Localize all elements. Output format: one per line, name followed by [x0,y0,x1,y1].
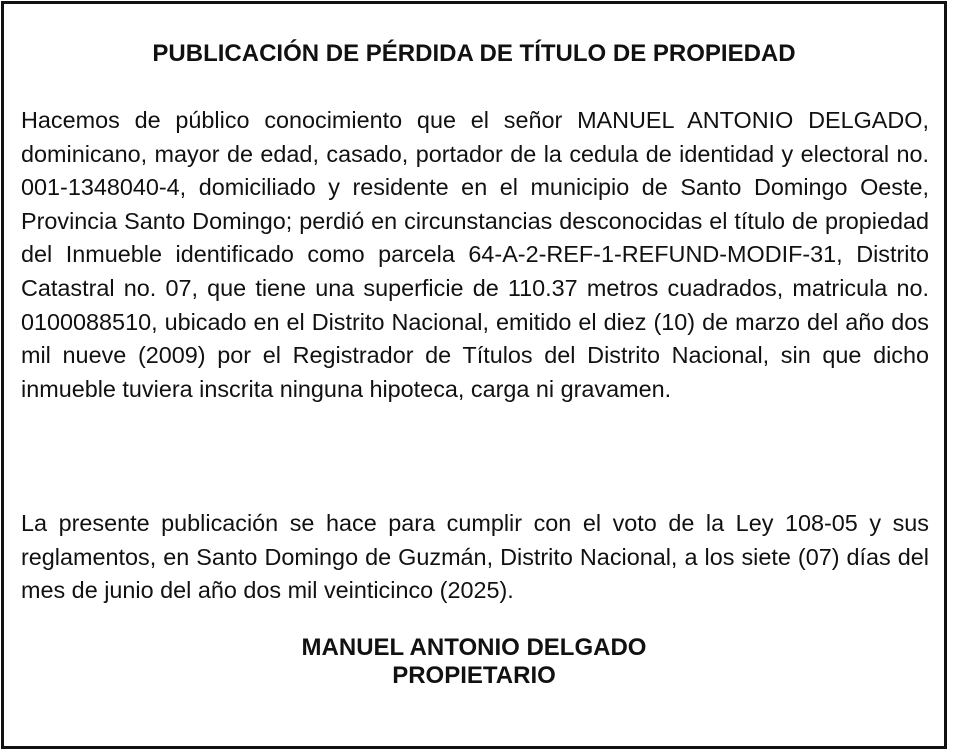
notice-title: PUBLICACIÓN DE PÉRDIDA DE TÍTULO DE PROPIEDAD [152,40,796,67]
notice-paragraph-loss-details: Hacemos de público conocimiento que el señor MANUEL ANTONIO DELGADO, dominicano, mayor de edad, casado, portador de la cedula de identidad y electoral no. 001-1348040-4, domiciliado y residente en el municipio de Santo Domingo Oeste, Provincia Santo Domingo; perdió en circunstancias desconocidas el título de propiedad del Inmueble identificado como parcela 64-A-2-REF-1-REFUND-MODIF-31, Distrito Catastral no. 07, que tiene una superficie de 110.37 metros cuadrados, matricula no. 0100088510, ubicado en el Distrito Nacional, emitido el diez (10) de marzo del año dos mil nueve (2009) por el Registrador de Títulos del Distrito Nacional, sin que dicho inmueble tuviera inscrita ninguna hipoteca, carga ni gravamen. [21,107,929,402]
notice-paragraph-legal-basis: La presente publicación se hace para cumplir con el voto de la Ley 108-05 y sus reglamentos, en Santo Domingo de Guzmán, Distrito Nacional, a los siete (07) días del mes de junio del año dos mil veinticinco (2025). [21,510,929,604]
signature-block [4,634,944,690]
signature-name: MANUEL ANTONIO DELGADO [301,634,647,661]
legal-notice-box [1,1,947,749]
signature-role: PROPIETARIO [392,662,556,689]
